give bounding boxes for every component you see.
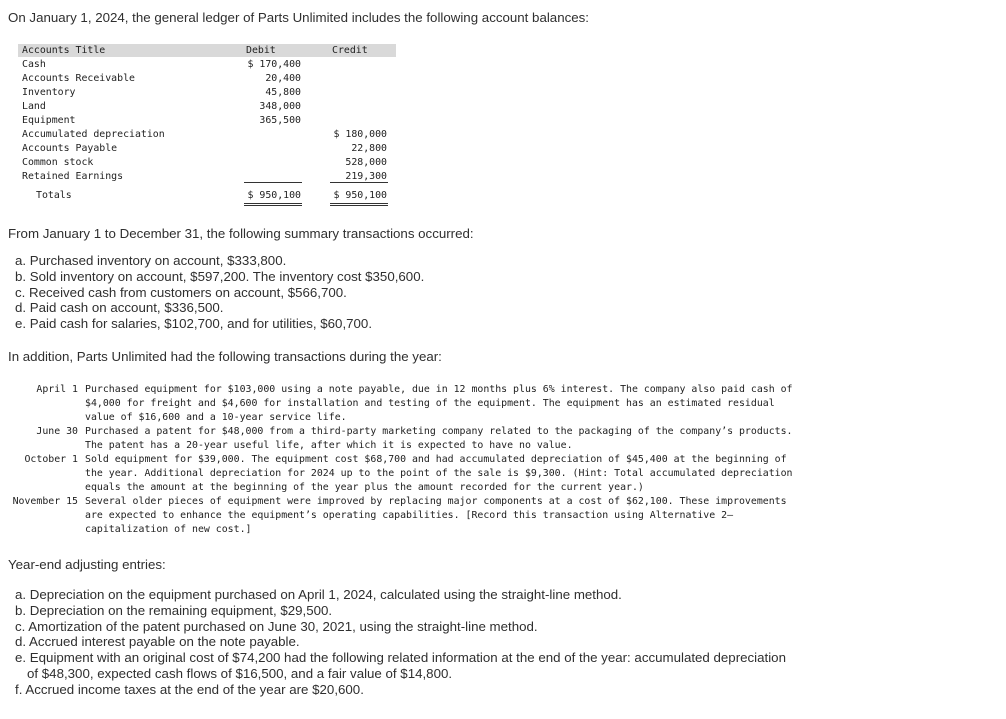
transaction-text-line: the year. Additional depreciation for 2024 up to the point of the sale is $9,300. (Hint: Total accumulated depreciation — [85, 468, 793, 479]
totals-label: Totals — [36, 190, 72, 201]
account-title: Common stock — [22, 157, 94, 168]
list-item: b. Depreciation on the remaining equipment, $29,500. — [15, 602, 333, 618]
transaction-text-line: Purchased a patent for $48,000 from a third-party marketing company related to the packaging of the company’s products. — [85, 426, 793, 437]
debit-amount: $ 170,400 — [247, 59, 301, 70]
debit-amount: 348,000 — [259, 101, 301, 112]
debit-double-rule-2 — [244, 205, 302, 206]
header-debit: Debit — [246, 45, 276, 56]
debit-amount: 365,500 — [259, 115, 301, 126]
transaction-date: June 30 — [36, 426, 78, 437]
list-item: e. Equipment with an original cost of $74,200 had the following related information at the end of the year: accumulated depreciation — [15, 650, 786, 666]
account-title: Accounts Receivable — [22, 73, 135, 84]
account-balances-table — [18, 44, 396, 204]
table-header — [18, 44, 396, 57]
account-title: Accumulated depreciation — [22, 129, 165, 140]
transaction-date: November 15 — [12, 496, 78, 507]
credit-double-rule-1 — [330, 203, 388, 204]
account-title: Cash — [22, 59, 46, 70]
list-item: c. Received cash from customers on account, $566,700. — [15, 284, 347, 300]
header-accounts-title: Accounts Title — [22, 45, 106, 56]
list-item: c. Amortization of the patent purchased on June 30, 2021, using the straight-line method. — [15, 618, 538, 634]
list-item: d. Accrued interest payable on the note payable. — [15, 634, 300, 650]
intro-text: On January 1, 2024, the general ledger of Parts Unlimited includes the following account balances: — [8, 10, 589, 25]
debit-double-rule-1 — [244, 203, 302, 204]
transaction-text-line: capitalization of new cost.] — [85, 524, 252, 535]
account-title: Accounts Payable — [22, 143, 118, 154]
credit-amount: 219,300 — [345, 171, 387, 182]
totals-debit: $ 950,100 — [247, 190, 301, 201]
list-item: a. Depreciation on the equipment purchased on April 1, 2024, calculated using the straight-line method. — [15, 587, 622, 602]
transaction-text-line: The patent has a 20-year useful life, after which it is expected to have no value. — [85, 440, 573, 451]
transaction-text-line: are expected to enhance the equipment’s operating capabilities. [Record this transaction using Alternative 2— — [85, 510, 734, 521]
credit-amount: 528,000 — [345, 157, 387, 168]
transaction-text-line: Sold equipment for $39,000. The equipment cost $68,700 and had accumulated depreciation of $45,400 at the beginning of — [85, 454, 787, 465]
transaction-text-line: equals the amount at the beginning of the year plus the amount recorded for the current year.) — [85, 482, 644, 493]
list-item: d. Paid cash on account, $336,500. — [15, 300, 224, 316]
list-item-continuation: of $48,300, expected cash flows of $16,500, and a fair value of $14,800. — [27, 666, 453, 681]
transaction-text-line: Purchased equipment for $103,000 using a note payable, due in 12 months plus 6% interest. The company also paid cash of — [85, 384, 793, 395]
credit-double-rule-2 — [330, 205, 388, 206]
totals-credit: $ 950,100 — [333, 190, 387, 201]
debit-total-rule — [244, 182, 302, 183]
account-title: Inventory — [22, 87, 76, 98]
transaction-text-line: value of $16,600 and a 10-year service life. — [85, 412, 347, 423]
account-title: Equipment — [22, 115, 76, 126]
account-title: Land — [22, 101, 46, 112]
list-item: e. Paid cash for salaries, $102,700, and for utilities, $60,700. — [15, 316, 373, 332]
transaction-text-line: $4,000 for freight and $4,600 for installation and testing of the equipment. The equipment has an estimated residual — [85, 398, 775, 409]
account-title: Retained Earnings — [22, 171, 124, 182]
transaction-date: October 1 — [24, 454, 78, 465]
transaction-date: April 1 — [36, 384, 78, 395]
credit-total-rule — [330, 182, 388, 183]
list-item: b. Sold inventory on account, $597,200. The inventory cost $350,600. — [15, 268, 425, 284]
yearend-intro: Year-end adjusting entries: — [8, 557, 166, 572]
addition-intro: In addition, Parts Unlimited had the following transactions during the year: — [8, 349, 442, 364]
debit-amount: 45,800 — [265, 87, 301, 98]
summary-intro: From January 1 to December 31, the following summary transactions occurred: — [8, 226, 474, 241]
credit-amount: 22,800 — [351, 143, 387, 154]
list-item: a. Purchased inventory on account, $333,800. — [15, 253, 287, 268]
debit-amount: 20,400 — [265, 73, 301, 84]
list-item: f. Accrued income taxes at the end of the year are $20,600. — [15, 681, 364, 697]
header-credit: Credit — [332, 45, 368, 56]
transaction-text-line: Several older pieces of equipment were improved by replacing major components at a cost of $62,100. These improvements — [85, 496, 787, 507]
credit-amount: $ 180,000 — [333, 129, 387, 140]
